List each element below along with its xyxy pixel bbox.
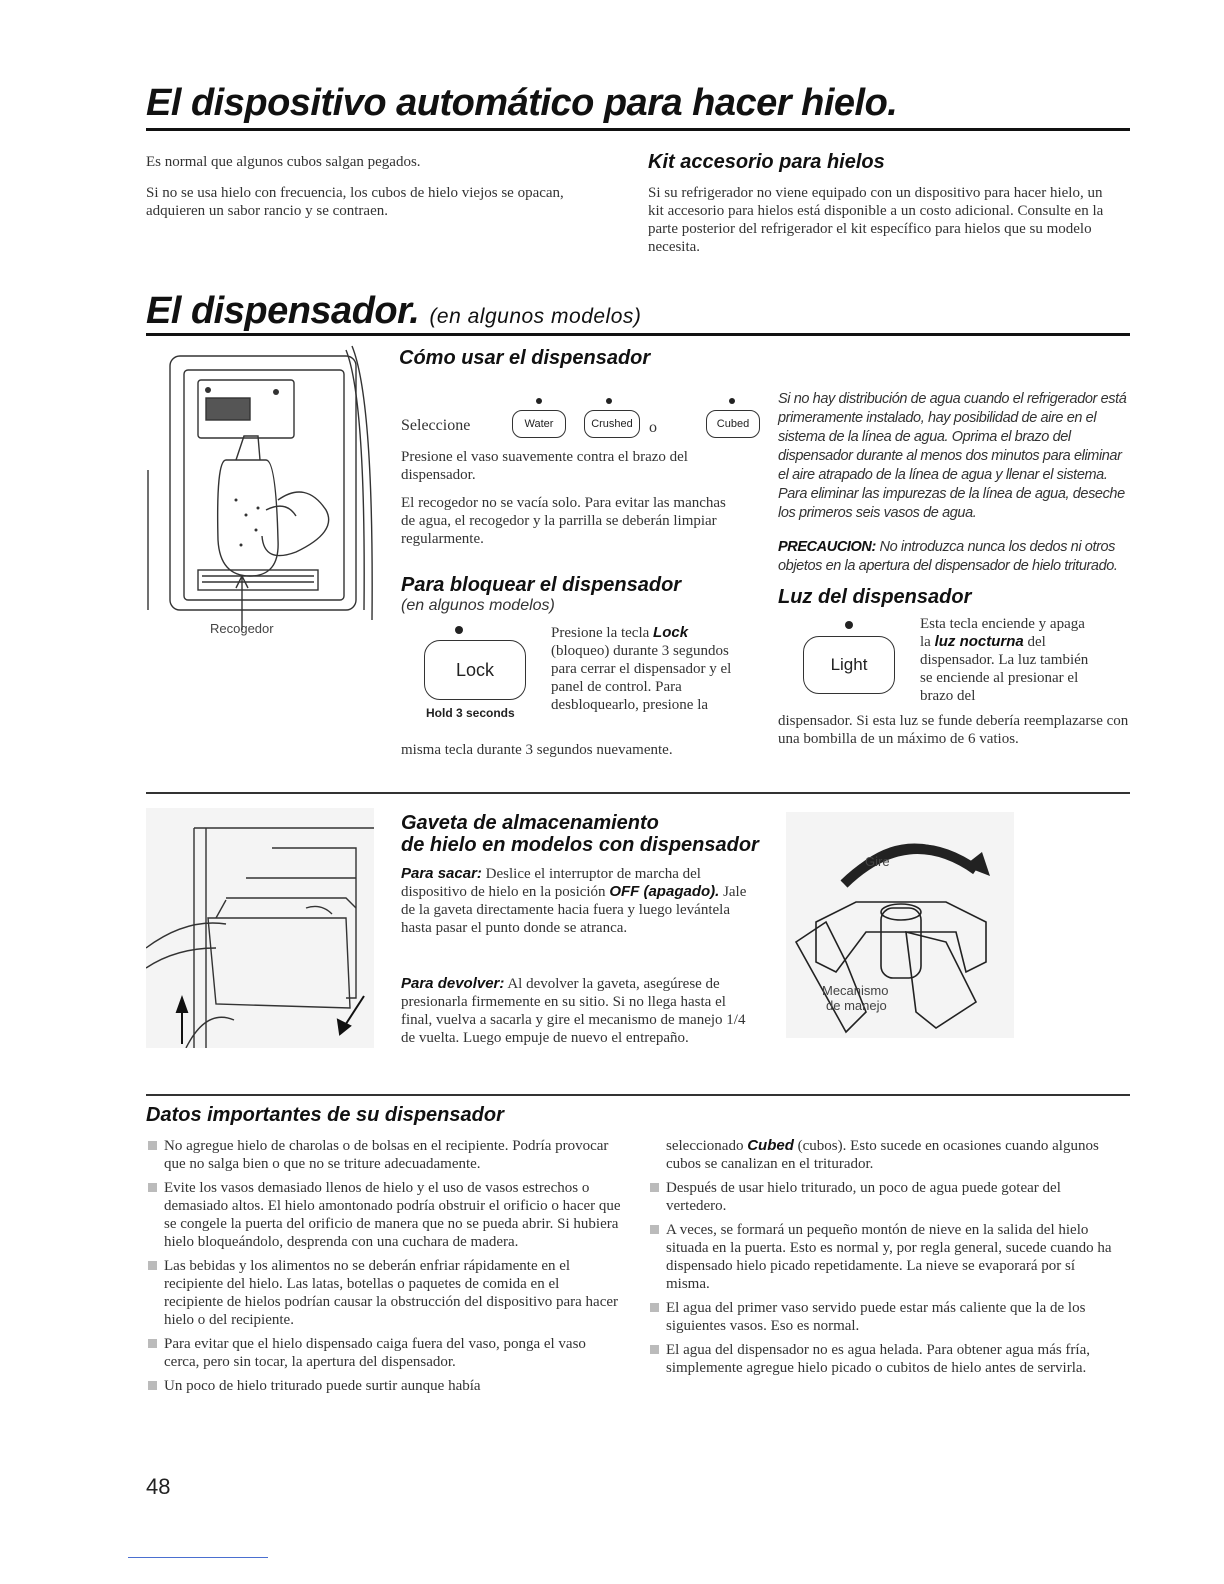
dispenser-title-sub: (en algunos modelos) [429,305,642,328]
luz-text-2: del dispensador. La luz también se enciende al presionar el brazo del [920,634,1089,704]
off-label: OFF (apagado). [609,883,720,900]
sacar-text [401,865,756,937]
lock-button[interactable] [424,640,526,700]
fact-1: No agregue hielo de charolas o de bolsas en el recipiente. Podría provocar que no salga bien o que no se triture adecuadamente. [146,1137,622,1173]
facts-heading: Datos importantes de su dispensador [146,1104,504,1126]
sacar-label: Para sacar: [401,865,482,882]
fact-5: Un poco de hielo triturado puede surtir aunque había [146,1377,622,1395]
luz-word: luz nocturna [934,633,1024,650]
water-indicator [536,398,542,404]
gire-label: Gire [865,854,890,869]
drawer-heading-2: de hielo en modelos con dispensador [401,834,759,856]
fact-6: Después de usar hielo triturado, un poco de agua puede gotear del vertedero. [648,1179,1118,1215]
lock-heading: Para bloquear el dispensador [401,574,682,596]
fact-8: El agua del primer vaso servido puede estar más caliente que la de los siguientes vasos. Eso es normal. [648,1299,1118,1335]
lock-hold-label: Hold 3 seconds [426,706,515,720]
como-p1: Presione el vaso suavemente contra el brazo del dispensador. [401,449,688,483]
lock-text-3: misma tecla durante 3 segundos nuevamente. [401,742,673,758]
precaution-label: PRECAUCION: [778,539,876,555]
lock-word: Lock [653,624,689,641]
luz-heading: Luz del dispensador [778,586,972,608]
cubed-word: Cubed [747,1137,794,1154]
air-note: Si no hay distribución de agua cuando el refrigerador está primeramente instalado, hay posibilidad de aire en el sistema de la línea de agua. Oprima el brazo del dispensador durante al menos dos minutos para eliminar el aire atrapado de la línea de agua y llenar el sistema. Para eliminar las impurezas de la línea de agua, deseche los primeros seis vasos de agua. [778,391,1127,521]
drawer-rule [146,792,1130,794]
como-p2: El recogedor no se vacía solo. Para evitar las manchas de agua, el recogedor y la parrilla se deberán limpiar regularmente. [401,495,726,547]
kit-heading: Kit accesorio para hielos [648,151,885,173]
light-indicator [845,621,853,629]
precaution-note [778,538,1130,576]
water-button-label: Water [524,418,554,430]
seleccione-label: Seleccione [401,417,471,434]
dispenser-title-main: El dispensador. [146,290,420,332]
mecanismo-label-2: de manejo [826,998,887,1013]
facts-rule [146,1094,1130,1096]
devolver-text [401,975,756,1047]
ice-maker-p1: Es normal que algunos cubos salgan pegados. [146,154,421,170]
luz-text [920,615,1095,705]
footer-line [128,1557,268,1558]
recogedor-caption: Recogedor [210,621,274,636]
dispenser-illustration [146,340,386,640]
fact-7: A veces, se formará un pequeño montón de nieve en la salida del hielo situada en la puerta. Esto es normal y, por regla general, sucede cuando ha dispensado hielo picado repetidamente. La nieve se evaporará por sí misma. [648,1221,1118,1293]
sacar-text-2: Jale de la gaveta directamente hacia fuera y luego levántela hasta pasar el punto donde se atranca. [401,884,747,936]
dispenser-rule [146,333,1130,336]
fact-2: Evite los vasos demasiado llenos de hielo y el uso de vasos estrechos o demasiado altos. El hielo amontonado podría obstruir el orificio o hacer que se congele la puerta del orificio de manera que no se pueda abrir. Si hubiera hielo bloqueándolo, desprenda con una cuchara de madera. [146,1179,622,1251]
lock-text-2: (bloqueo) durante 3 segundos para cerrar el dispensador y el panel de control. Para desbloquearlo, presione la [551,643,732,713]
light-button[interactable] [803,636,895,694]
devolver-label: Para devolver: [401,975,505,992]
devolver-body: Al devolver la gaveta, asegúrese de presionarla firmemente en su sitio. Si no llega hasta el final, vuelva a sacarla y gire el mecanismo de manejo 1/4 de vuelta. Luego empuje de nuevo el entrepaño. [401,976,746,1046]
title-rule [146,128,1130,131]
dispenser-title [146,290,641,333]
cubed-indicator [729,398,735,404]
lock-text-1: Presione la tecla [551,625,650,641]
drawer-illustration [146,808,374,1048]
mecanismo-label-1: Mecanismo [822,983,889,998]
lock-button-label: Lock [455,659,495,680]
page-number: 48 [146,1474,171,1499]
como-usar-heading: Cómo usar el dispensador [399,347,651,369]
crushed-button[interactable] [584,410,640,438]
precaution-text: No introduzca nunca los dedos ni otros objetos en la apertura del dispensador de hielo triturado. [778,539,1118,574]
facts-right-column [648,1137,1118,1383]
water-button[interactable] [512,410,566,438]
fact-3: Las bebidas y los alimentos no se deberán enfriar rápidamente en el recipiente del hielo. Las latas, botellas o paquetes de comida en el recipiente de hielos podrían causar la obstrucción del dispositivo para hacer hielo o del recipiente. [146,1257,622,1329]
lock-indicator [455,626,463,634]
fact-5-cont-1: seleccionado [666,1138,748,1154]
crushed-button-label: Crushed [591,418,633,430]
drive-mechanism-illustration [786,812,1014,1038]
fact-9: El agua del dispensador no es agua helada. Para obtener agua más fría, simplemente agregue hielo picado o cubitos de hielo antes de servirla. [648,1341,1118,1377]
cubed-button-label: Cubed [716,418,750,430]
crushed-indicator [606,398,612,404]
lock-subheading: (en algunos modelos) [401,597,555,614]
ice-maker-p2: Si no se usa hielo con frecuencia, los cubos de hielo viejos se opacan, adquieren un sabor rancio y se contraen. [146,185,564,219]
drawer-heading-1: Gaveta de almacenamiento [401,812,659,834]
lock-text [551,624,743,714]
luz-text-1: Esta tecla enciende y apaga la [920,616,1085,650]
sacar-text-1: Deslice el interruptor de marcha del dispositivo de hielo en la posición [401,866,701,900]
cubed-button[interactable] [706,410,760,438]
facts-left-column [146,1137,622,1401]
light-button-label: Light [830,655,868,674]
ice-maker-title: El dispositivo automático para hacer hielo. [146,82,898,124]
kit-text: Si su refrigerador no viene equipado con un dispositivo para hacer hielo, un kit accesorio para hielos está disponible a un costo adicional. Consulte en la parte posterior del refrigerador el kit específico para hielos que su modelo necesita. [648,185,1104,255]
luz-text-3: dispensador. Si esta luz se funde debería reemplazarse con una bombilla de un máximo de 6 vatios. [778,713,1129,747]
or-word: o [649,419,657,436]
fact-5-cont-2: (cubos). Esto sucede en ocasiones cuando algunos cubos se canalizan en el triturador. [666,1138,1099,1172]
fact-4: Para evitar que el hielo dispensado caiga fuera del vaso, ponga el vaso cerca, pero sin tocar, la apertura del dispensador. [146,1335,622,1371]
fact-5-continued [648,1137,1118,1173]
